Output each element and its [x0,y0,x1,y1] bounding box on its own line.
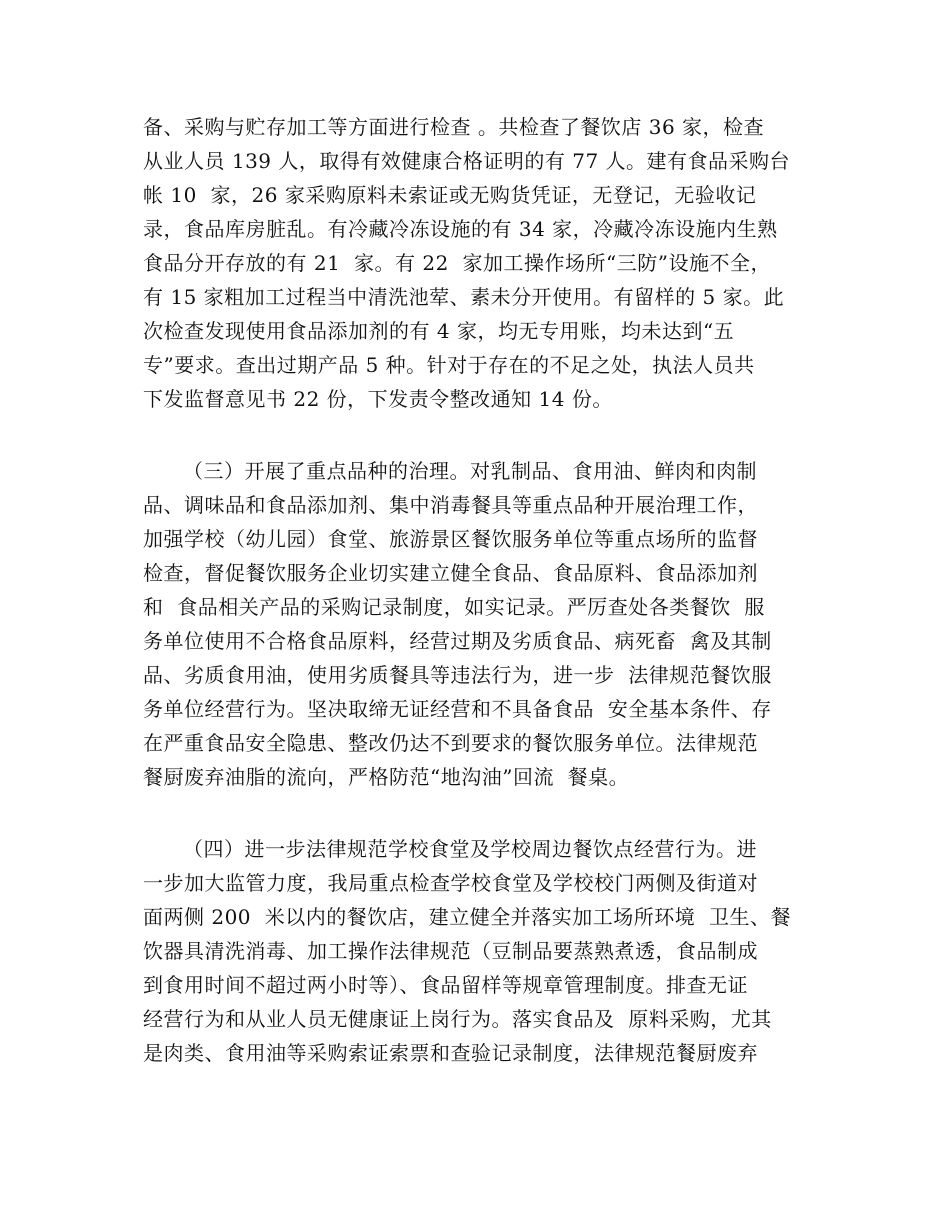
text-line: 有 15 家粗加工过程当中清洗池荤、素未分开使用。有留样的 5 家。此 [143,285,785,309]
text-line: 是肉类、食用油等采购索证索票和查验记录制度，法律规范餐厨废弃 [143,1041,758,1065]
text-line: 检查，督促餐饮服务企业切实建立健全食品、食品原料、食品添加剂 [143,561,758,585]
text-line: 食品分开存放的有 21 家。有 22 家加工操作场所“三防”设施不全， [143,251,771,275]
text-line: 品、调味品和食品添加剂、集中消毒餐具等重点品种开展治理工作， [143,493,758,517]
text-line: 在严重食品安全隐患、整改仍达不到要求的餐饮服务单位。法律规范 [143,731,758,755]
text-line: 次检查发现使用食品添加剂的有 4 家，均无专用账，均未达到“五 [143,319,735,343]
text-line: 餐厨废弃油脂的流向，严格防范“地沟油”回流 餐桌。 [143,765,630,789]
text-line: 加强学校（幼儿园）食堂、旅游景区餐饮服务单位等重点场所的监督 [143,527,758,551]
text-line: 专”要求。查出过期产品 5 种。针对于存在的不足之处，执法人员共 [143,353,755,377]
text-line: 务单位经营行为。坚决取缔无证经营和不具备食品 安全基本条件、存 [143,697,772,721]
text-line: （三）开展了重点品种的治理。对乳制品、食用油、鲜肉和肉制 [183,459,757,483]
text-line: 下发监督意见书 22 份，下发责令整改通知 14 份。 [143,387,613,411]
text-line: 品、劣质食用油，使用劣质餐具等违法行为，进一步 法律规范餐饮服 [143,663,772,687]
text-line: 和 食品相关产品的采购记录制度，如实记录。严厉查处各类餐饮 服 [143,595,765,619]
text-line: 备、采购与贮存加工等方面进行检查 。共检查了餐饮店 36 家，检查 [143,115,765,139]
text-line: 务单位使用不合格食品原料，经营过期及劣质食品、病死畜 禽及其制 [143,629,772,653]
text-line: 面两侧 200 米以内的餐饮店，建立健全并落实加工场所环境 卫生、餐 [143,905,791,929]
text-line: （四）进一步法律规范学校食堂及学校周边餐饮点经营行为。进 [183,837,757,861]
text-line: 从业人员 139 人，取得有效健康合格证明的有 77 人。建有食品采购台 [143,149,791,173]
text-line: 录，食品库房脏乱。有冷藏冷冻设施的有 34 家，冷藏冷冻设施内生熟 [143,217,778,241]
text-line: 一步加大监管力度，我局重点检查学校食堂及学校校门两侧及街道对 [143,871,758,895]
text-line: 饮器具清洗消毒、加工操作法律规范（豆制品要蒸熟煮透，食品制成 [143,939,758,963]
text-line: 帐 10 家，26 家采购原料未索证或无购货凭证，无登记，无验收记 [143,183,757,207]
text-line: 到食用时间不超过两小时等）、食品留样等规章管理制度。排查无证 [143,973,748,997]
text-line: 经营行为和从业人员无健康证上岗行为。落实食品及 原料采购，尤其 [143,1007,772,1031]
